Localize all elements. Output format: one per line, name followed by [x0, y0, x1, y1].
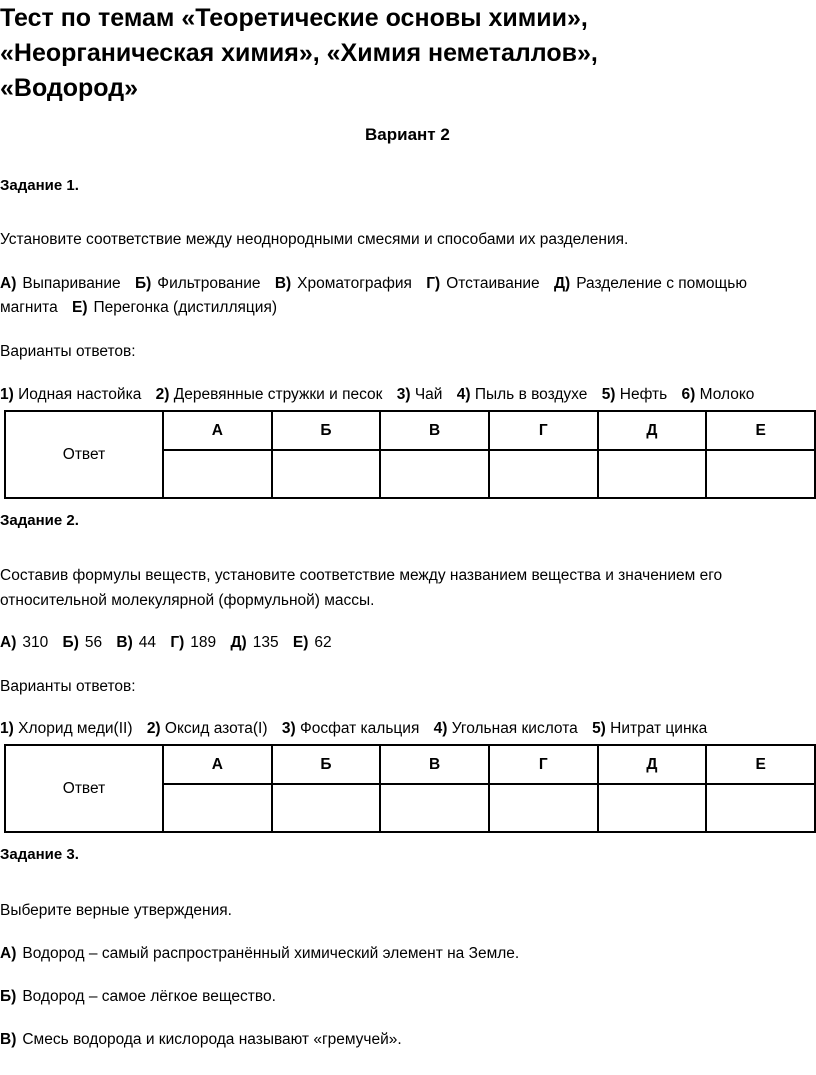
task1-answers-label: Варианты ответов: [0, 343, 136, 360]
option-letter: Г) [170, 634, 185, 651]
column-header: В [380, 411, 489, 450]
column-header: Е [706, 745, 815, 784]
answer-num: 3) [281, 720, 296, 737]
option-text: 189 [190, 634, 217, 651]
column-header: А [163, 745, 272, 784]
answer-num: 2) [155, 386, 170, 403]
answer-text: Нефть [619, 386, 668, 403]
option-letter: Д) [230, 634, 247, 651]
statement-text: Водород – самый распространённый химический элемент на Земле. [22, 945, 520, 962]
option-text: 56 [84, 634, 103, 651]
column-header: Б [272, 411, 381, 450]
answer-text: Иодная настойка [18, 386, 142, 403]
answer-num: 1) [0, 720, 14, 737]
answer-cell[interactable] [380, 784, 489, 832]
answer-cell[interactable] [706, 450, 815, 498]
answer-cell[interactable] [598, 784, 707, 832]
answer-text: Угольная кислота [451, 720, 578, 737]
task1-answers-line [0, 386, 754, 404]
answer-cell[interactable] [163, 450, 272, 498]
answer-text: Хлорид меди(II) [18, 720, 133, 737]
variant-heading: Вариант 2 [365, 125, 450, 144]
task1-instruction: Установите соответствие между неоднородными смесями и способами их разделения. [0, 231, 629, 248]
answer-cell[interactable] [272, 450, 381, 498]
task2-heading: Задание 2. [0, 512, 79, 529]
task3-instruction: Выберите верные утверждения. [0, 902, 232, 919]
answer-num: 1) [0, 386, 14, 403]
option-letter: В) [116, 634, 133, 651]
page-title-line-1: Тест по темам «Теоретические основы химии», [0, 4, 588, 32]
task3-statement [0, 988, 276, 1006]
answer-num: 2) [146, 720, 161, 737]
answer-text: Молоко [699, 386, 755, 403]
task3-heading: Задание 3. [0, 846, 79, 863]
answer-num: 4) [433, 720, 448, 737]
answer-row-label: Ответ [5, 745, 163, 832]
page-title-line-2: «Неорганическая химия», «Химия неметаллов», [0, 39, 598, 67]
answer-row-label: Ответ [5, 411, 163, 498]
task2-answers-label: Варианты ответов: [0, 678, 136, 695]
task1-answer-table [4, 410, 816, 499]
option-text: 44 [138, 634, 157, 651]
column-header: Г [489, 411, 598, 450]
answer-num: 5) [592, 720, 606, 737]
answer-cell[interactable] [272, 784, 381, 832]
table-header-row [5, 411, 815, 450]
task2-instruction-line-2: относительной молекулярной (формульной) массы. [0, 592, 375, 609]
task2-options-line [0, 634, 332, 652]
option-letter: Е) [72, 299, 88, 316]
answer-num: 5) [601, 386, 616, 403]
answer-cell[interactable] [598, 450, 707, 498]
option-letter: Г) [426, 275, 441, 292]
option-letter: А) [0, 634, 17, 651]
column-header: В [380, 745, 489, 784]
task1-options-line-2 [0, 299, 277, 317]
task2-instruction-line-1: Составив формулы веществ, установите соответствие между названием вещества и значением его [0, 567, 723, 584]
column-header: А [163, 411, 272, 450]
option-letter: Д) [553, 275, 571, 292]
statement-letter: Б) [0, 988, 17, 1005]
option-text: 310 [22, 634, 49, 651]
answer-text: Деревянные стружки и песок [173, 386, 383, 403]
answer-cell[interactable] [380, 450, 489, 498]
statement-text: Смесь водорода и кислорода называют «гремучей». [22, 1031, 402, 1048]
table-header-row [5, 745, 815, 784]
option-text: 135 [252, 634, 279, 651]
statement-letter: А) [0, 945, 17, 962]
answer-text: Оксид азота(I) [164, 720, 268, 737]
statement-letter: В) [0, 1031, 17, 1048]
column-header: Д [598, 745, 707, 784]
answer-text: Нитрат цинка [610, 720, 708, 737]
answer-cell[interactable] [163, 784, 272, 832]
column-header: Г [489, 745, 598, 784]
option-text: Перегонка (дистилляция) [93, 299, 278, 316]
option-text: 62 [314, 634, 332, 651]
option-letter: Б) [134, 275, 152, 292]
answer-num: 4) [456, 386, 471, 403]
task2-answer-table [4, 744, 816, 833]
column-header: Е [706, 411, 815, 450]
statement-text: Водород – самое лёгкое вещество. [22, 988, 276, 1005]
answer-cell[interactable] [706, 784, 815, 832]
option-text: Разделение с помощью [576, 275, 747, 292]
column-header: Д [598, 411, 707, 450]
task3-statement [0, 1031, 402, 1049]
answer-text: Пыль в воздухе [474, 386, 588, 403]
option-text: Хроматография [297, 275, 412, 292]
task2-answers-line [0, 720, 707, 738]
task3-statement [0, 945, 519, 963]
option-letter: Б) [62, 634, 79, 651]
answer-num: 6) [681, 386, 696, 403]
answer-cell[interactable] [489, 450, 598, 498]
option-letter: Е) [292, 634, 309, 651]
option-text: Фильтрование [157, 275, 261, 292]
column-header: Б [272, 745, 381, 784]
answer-text: Фосфат кальция [299, 720, 420, 737]
option-text: Отстаивание [446, 275, 540, 292]
page-title-line-3: «Водород» [0, 74, 139, 102]
option-text: магнита [0, 299, 58, 316]
option-letter: А) [0, 275, 17, 292]
task1-options-line-1 [0, 275, 747, 293]
option-text: Выпаривание [22, 275, 121, 292]
answer-num: 3) [396, 386, 411, 403]
answer-cell[interactable] [489, 784, 598, 832]
task1-heading: Задание 1. [0, 177, 79, 194]
answer-text: Чай [414, 386, 443, 403]
option-letter: В) [274, 275, 292, 292]
